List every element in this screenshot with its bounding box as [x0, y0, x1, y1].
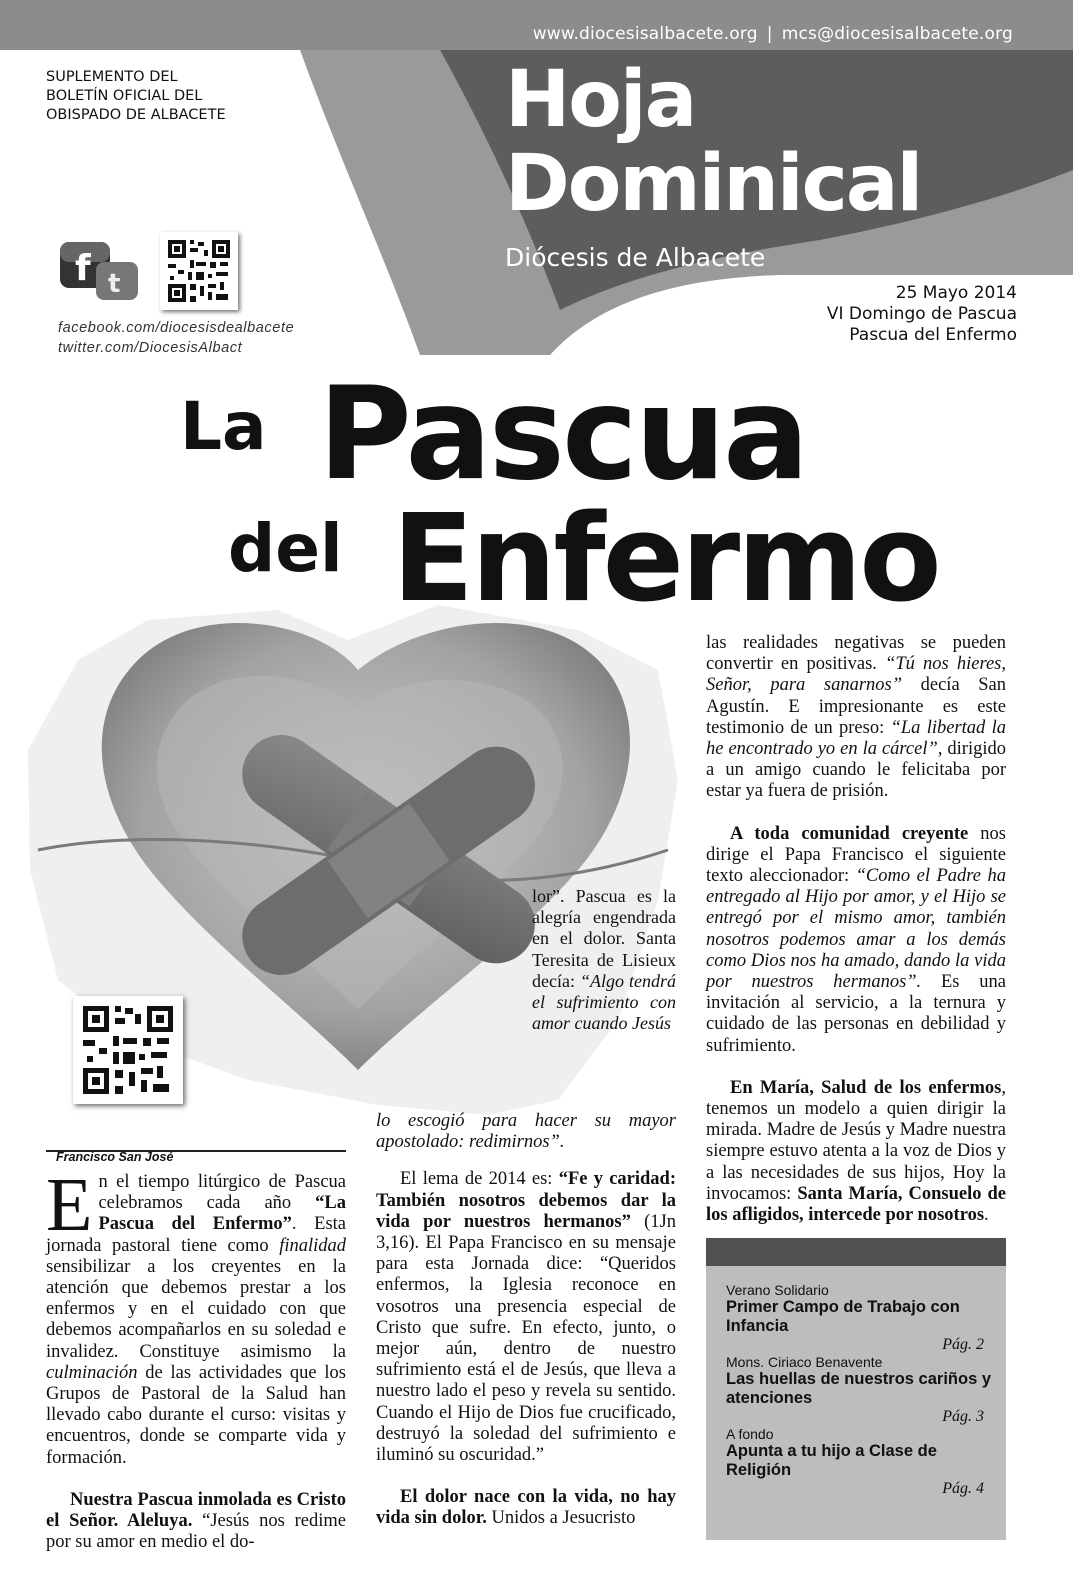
liturgical-sunday: VI Domingo de Pascua — [826, 304, 1017, 324]
contents-title[interactable]: Las huellas de nuestros cariños y atenciones — [726, 1370, 992, 1407]
bold-text: El dolor nace con la vida, no hay vida sin dolor. — [376, 1487, 676, 1529]
text: , tenemos un modelo a quien dirigir la mirada. Madre de Jesús y Madre nuestra siempre estuvo atenta a la voz de Dios y a las necesidades de sus hijos, Hoy la invocamos: — [706, 1077, 1006, 1204]
contents-title[interactable]: Apunta a tu hijo a Clase de Religión — [726, 1442, 937, 1479]
text: dirigido a un amigo cuando le felicitaba por estar ya fuera de prisión. — [706, 739, 1006, 802]
paragraph — [46, 1490, 346, 1554]
italic-text: “Algo tendrá el sufrimiento con amor cuando Jesús — [532, 970, 676, 1034]
paragraph — [706, 1078, 1006, 1226]
text: . — [984, 1205, 989, 1226]
text: las realidades negativas se pueden convertir en positivas. — [706, 633, 1006, 675]
drop-cap: E — [46, 1163, 93, 1247]
email-link[interactable]: mcs@diocesisalbacete.org — [781, 24, 1013, 44]
bold-text: “Fe y caridad: También nosotros debemos dar la vida por nuestros hermanos” — [376, 1169, 677, 1232]
contents-box-header — [706, 1238, 1006, 1266]
headline-enfermo: Enfermo — [392, 490, 939, 629]
article-column-2-top — [532, 886, 676, 1034]
svg-text:t: t — [108, 269, 121, 299]
text: n el tiempo litúrgico de Pascua celebramos cada año — [98, 1172, 346, 1214]
facebook-link[interactable]: facebook.com/diocesisdealbacete — [58, 320, 295, 336]
issue-occasion: Pascua del Enfermo — [849, 325, 1017, 345]
qr-code-icon[interactable] — [160, 232, 238, 310]
headline-la: La — [180, 388, 267, 465]
text: Unidos a Jesucristo — [486, 1508, 636, 1529]
contact-links — [533, 24, 1013, 44]
bold-text: Santa María, Consuelo de los afligidos, intercede por nosotros — [706, 1183, 1006, 1226]
qr-code-icon[interactable] — [73, 996, 183, 1104]
text: . Esta jornada pastoral tiene como — [46, 1214, 347, 1256]
contents-page: Pág. 3 — [942, 1408, 984, 1425]
bold-text: Nuestra Pascua inmolada es Cristo el Señor. Aleluya. — [46, 1489, 346, 1532]
bold-text: En María, Salud de los enfermos — [730, 1077, 1002, 1098]
contents-kicker: Mons. Ciriaco Benavente — [726, 1354, 883, 1370]
headline-del: del — [228, 510, 343, 587]
italic-text: lo escogió para hacer su mayor apostolado: redimirnos”. — [376, 1111, 676, 1153]
masthead-title-line1: Hoja — [505, 55, 696, 145]
italic-text: “Como el Padre ha entregado al Hijo por amor, y el Hijo se entregó por el mismo amor, también nosotros podemos amar a los demás como Dios nos ha amado, dando la vida por nuestros hermanos”. — [706, 866, 1006, 993]
paragraph — [376, 1487, 676, 1529]
issue-info — [827, 283, 1017, 346]
supplement-note — [46, 68, 226, 125]
link-separator: | — [766, 24, 773, 44]
italic-text: “Tú nos hieres, Señor, para sanarnos” — [706, 654, 1006, 696]
masthead-subtitle: Diócesis de Albacete — [505, 243, 766, 272]
svg-text:f: f — [75, 248, 91, 289]
twitter-link[interactable]: twitter.com/DiocesisAlbact — [58, 340, 243, 356]
paragraph — [376, 1169, 676, 1466]
issue-date: 25 Mayo 2014 — [895, 283, 1017, 303]
website-link[interactable]: www.diocesisalbacete.org — [532, 24, 758, 44]
text: Es una invitación al servicio, a la ternura y cuidado de las personas en debilidad y sufrimiento. — [706, 972, 1006, 1056]
social-links — [58, 318, 294, 358]
masthead-title-line2: Dominical — [505, 139, 922, 229]
contents-kicker: Verano Solidario — [726, 1282, 829, 1298]
paragraph — [532, 886, 676, 1034]
supplement-line: SUPLEMENTO DEL — [46, 69, 178, 85]
text: lor”. Pascua es la alegría engendrada en el dolor. Santa Teresita de Lisieux decía: — [532, 886, 676, 991]
text: nos dirige el Papa Francisco el siguiente texto aleccionador: — [706, 823, 1006, 887]
italic-text: culminación — [46, 1362, 138, 1383]
text: sensibilizar a los creyentes en la atención que debemos prestar a los enfermos y en el cuidado con que debemos acompañarlos en su soledad e invalidez. Constituye asimismo la — [46, 1256, 346, 1362]
article-column-3 — [706, 633, 1006, 1226]
contents-box — [706, 1238, 1006, 1540]
contents-page: Pág. 2 — [942, 1336, 984, 1353]
masthead-title — [505, 55, 922, 229]
text: de las actividades que los Grupos de Pastoral de la Salud han llevado cabo durante el curso: visitas y encuentros, donde se comparte vida y formación. — [46, 1362, 346, 1468]
article-author: Francisco San José — [56, 1150, 174, 1164]
italic-text: “La libertad la he encontrado yo en la cárcel”, — [706, 717, 1006, 760]
text: (1Jn 3,16). El Papa Francisco en su mensaje para esta Jornada dice: “Queridos enfermos, la Iglesia reconoce en vosotros una presencia especial de Cristo que sufre. En efecto, junto, o mejor aún, dentro de nuestro sufrimiento está el de Jesús, que lleva a nuestro lado el peso y revela su sentido. Cuando el Hijo de Dios fue crucificado, destruyó la soledad del sufrimiento e iluminó su oscuridad.” — [376, 1211, 676, 1466]
text: El lema de 2014 es: — [400, 1169, 559, 1190]
bold-text: “La Pascua del Enfermo” — [98, 1193, 346, 1235]
bold-text: A toda comunidad creyente — [730, 823, 969, 844]
paragraph — [46, 1163, 347, 1469]
article-column-1 — [46, 1163, 347, 1553]
paragraph — [706, 633, 1006, 803]
facebook-twitter-icon[interactable] — [58, 240, 140, 302]
contents-page: Pág. 4 — [942, 1480, 984, 1497]
text: “Jesús nos redime por su amor en medio el do- — [46, 1511, 346, 1553]
italic-text: finalidad — [279, 1235, 346, 1256]
paragraph — [376, 1111, 676, 1153]
headline-pascua: Pascua — [318, 360, 807, 509]
paragraph — [706, 824, 1006, 1057]
article-column-2 — [376, 1111, 676, 1530]
contents-title[interactable]: Primer Campo de Trabajo con Infancia — [726, 1298, 960, 1335]
supplement-line: BOLETÍN OFICIAL DEL — [46, 88, 203, 104]
contents-kicker: A fondo — [726, 1426, 774, 1442]
supplement-line: OBISPADO DE ALBACETE — [46, 107, 226, 123]
text: decía San Agustín. E impresionante es este testimonio de un preso: — [706, 675, 1006, 738]
